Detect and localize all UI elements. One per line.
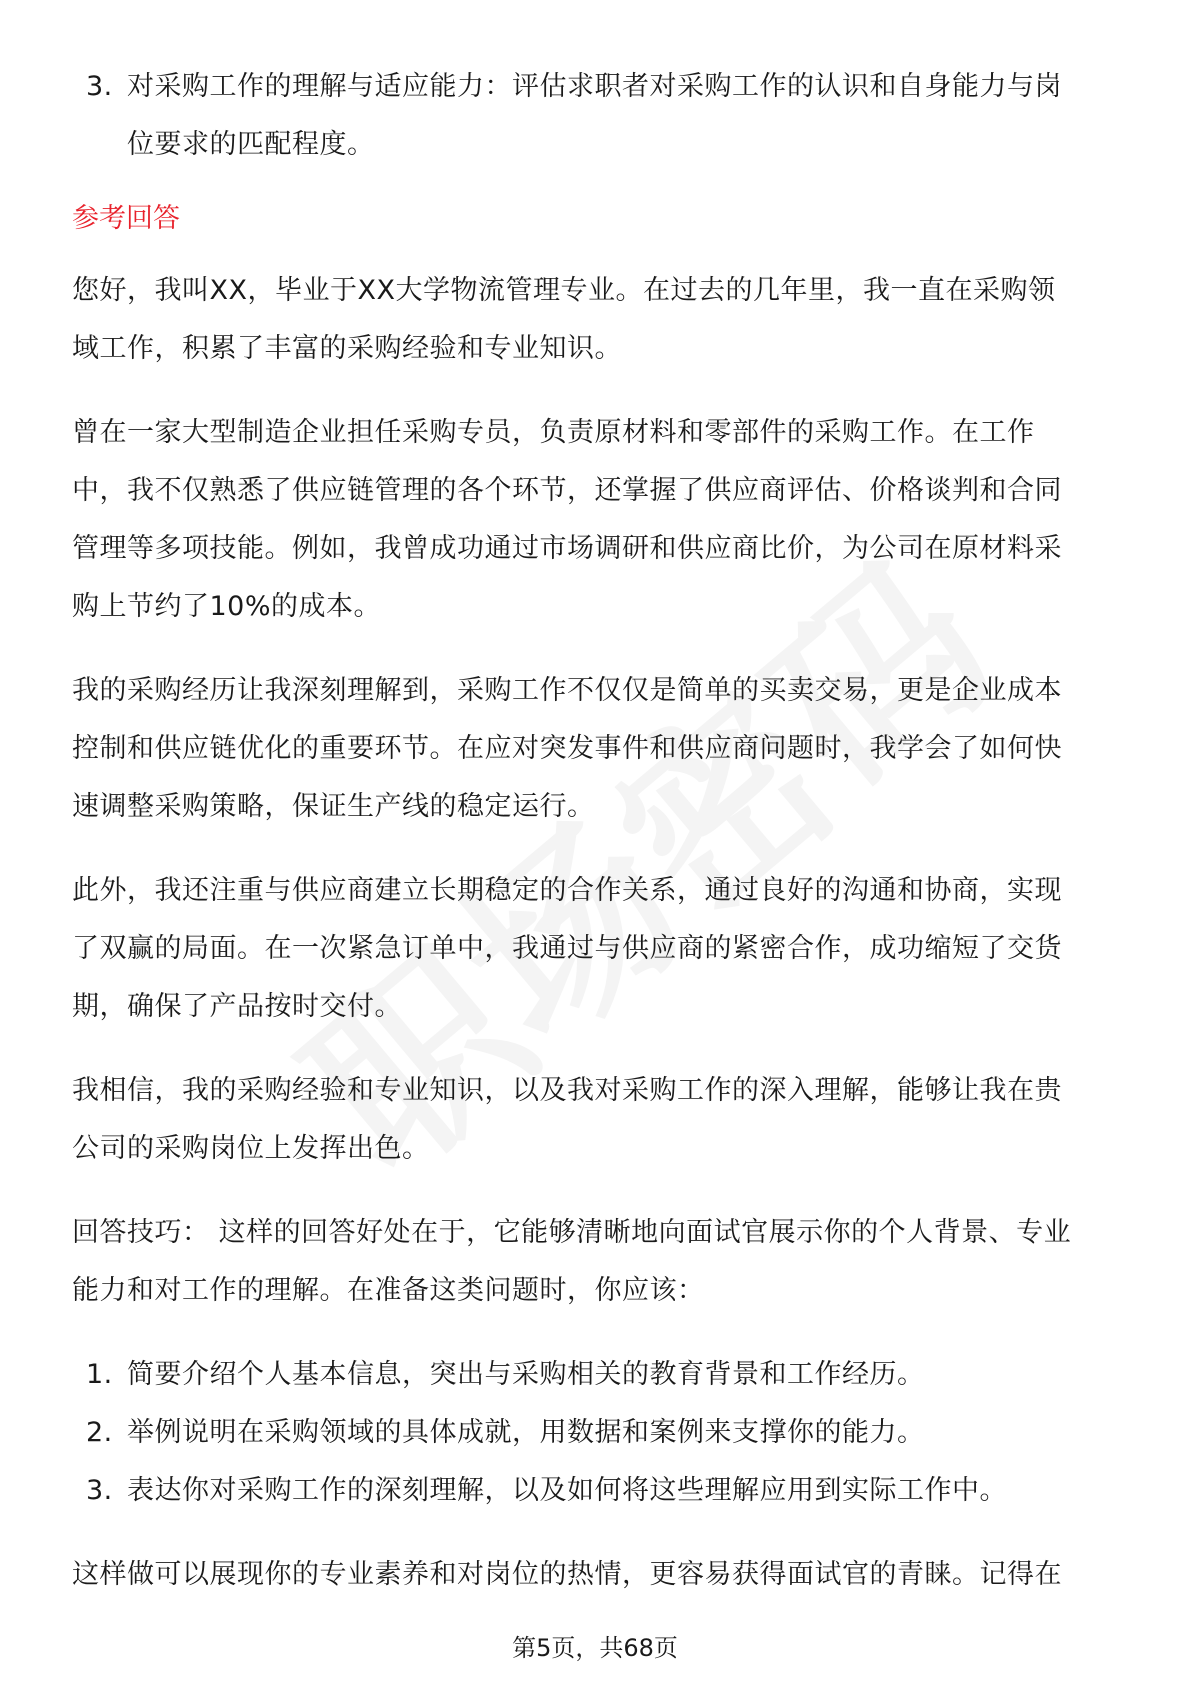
paragraph-line: 期，确保了产品按时交付。: [72, 991, 402, 1022]
list-item: [72, 1346, 1132, 1404]
list-item-text: 表达你对采购工作的深刻理解，以及如何将这些理解应用到实际工作中。: [127, 1475, 1007, 1506]
paragraph-line: 控制和供应链优化的重要环节。在应对突发事件和供应商问题时，我学会了如何快: [72, 733, 1062, 764]
tips-list: [72, 1346, 1132, 1520]
section-heading: 参考回答: [72, 203, 180, 234]
list-item: [72, 1404, 1132, 1462]
paragraph: [72, 404, 1132, 636]
criteria-list: [72, 58, 1132, 174]
paragraph: [72, 1062, 1132, 1178]
list-item: [72, 58, 1132, 174]
paragraph-line: 管理等多项技能。例如，我曾成功通过市场调研和供应商比价，为公司在原材料采: [72, 533, 1062, 564]
paragraph-line: 这样做可以展现你的专业素养和对岗位的热情，更容易获得面试官的青睐。记得在: [72, 1559, 1062, 1590]
paragraph-line: 购上节约了10%的成本。: [72, 591, 382, 622]
page-content: [72, 58, 1132, 1604]
paragraph-line: 回答技巧： 这样的回答好处在于，它能够清晰地向面试官展示你的个人背景、专业: [72, 1217, 1072, 1248]
paragraph: [72, 862, 1132, 1036]
paragraph: [72, 1204, 1132, 1320]
list-item-number: 3.: [86, 1475, 113, 1506]
page-number: 第5页，共68页: [512, 1634, 678, 1662]
list-item-text: 对采购工作的理解与适应能力：评估求职者对采购工作的认识和自身能力与岗: [127, 71, 1062, 102]
list-item-number: 1.: [86, 1359, 113, 1390]
paragraph-line: 中，我不仅熟悉了供应链管理的各个环节，还掌握了供应商评估、价格谈判和合同: [72, 475, 1062, 506]
paragraph-line: 速调整采购策略，保证生产线的稳定运行。: [72, 791, 595, 822]
paragraph-line: 我相信，我的采购经验和专业知识，以及我对采购工作的深入理解，能够让我在贵: [72, 1075, 1062, 1106]
list-item-text: 举例说明在采购领域的具体成就，用数据和案例来支撑你的能力。: [127, 1417, 925, 1448]
paragraph-line: 此外，我还注重与供应商建立长期稳定的合作关系，通过良好的沟通和协商，实现: [72, 875, 1062, 906]
list-item-text: 简要介绍个人基本信息，突出与采购相关的教育背景和工作经历。: [127, 1359, 925, 1390]
paragraph: [72, 262, 1132, 378]
list-item: [72, 1462, 1132, 1520]
paragraph: [72, 1546, 1132, 1604]
list-item-number: 3.: [86, 71, 113, 102]
list-item-number: 2.: [86, 1417, 113, 1448]
paragraph-line: 能力和对工作的理解。在准备这类问题时，你应该：: [72, 1275, 705, 1306]
paragraph-line: 了双赢的局面。在一次紧急订单中，我通过与供应商的紧密合作，成功缩短了交货: [72, 933, 1062, 964]
list-item-text: 位要求的匹配程度。: [127, 129, 375, 160]
paragraph: [72, 662, 1132, 836]
paragraph-line: 我的采购经历让我深刻理解到，采购工作不仅仅是简单的买卖交易，更是企业成本: [72, 675, 1062, 706]
paragraph-line: 曾在一家大型制造企业担任采购专员，负责原材料和零部件的采购工作。在工作: [72, 417, 1035, 448]
paragraph-line: 公司的采购岗位上发挥出色。: [72, 1133, 430, 1164]
paragraph-line: 您好，我叫XX，毕业于XX大学物流管理专业。在过去的几年里，我一直在采购领: [72, 275, 1056, 306]
paragraph-line: 域工作，积累了丰富的采购经验和专业知识。: [72, 333, 622, 364]
